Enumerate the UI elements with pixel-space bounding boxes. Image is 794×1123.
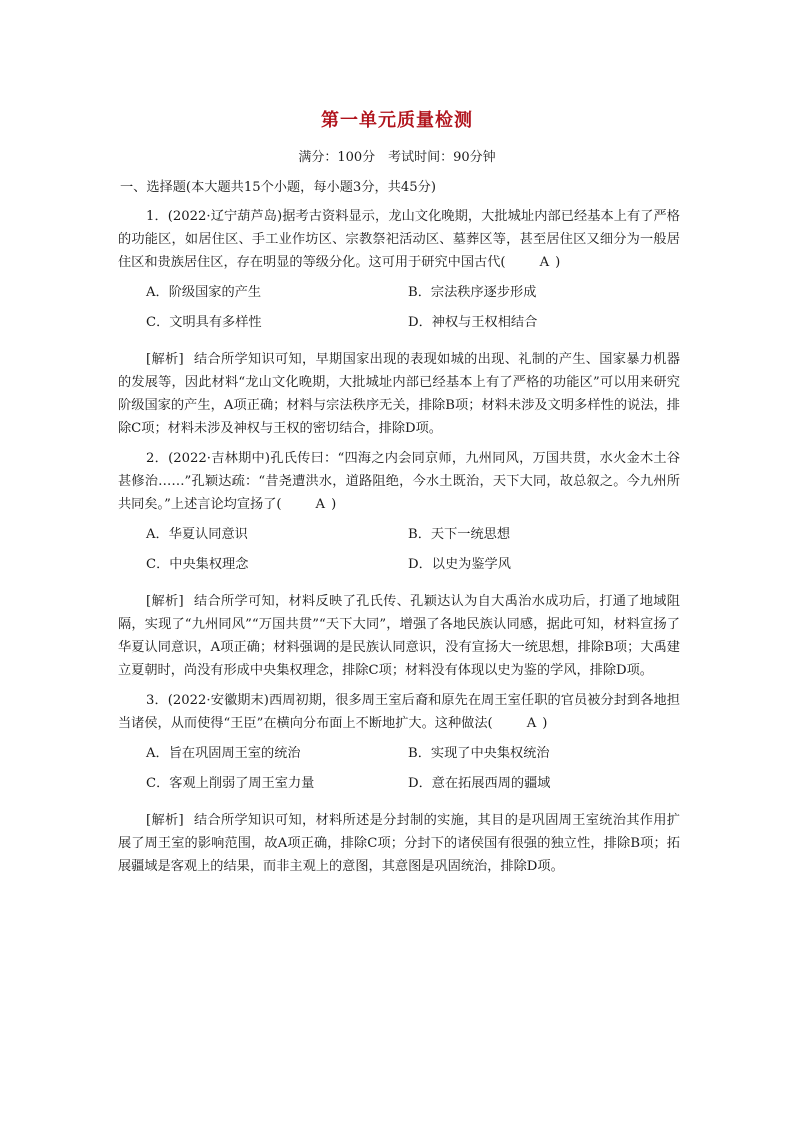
explanation-tag: [解析] (146, 352, 184, 367)
question-1 (118, 205, 680, 440)
question-2 (118, 447, 680, 682)
answer-letter: A (526, 716, 537, 731)
option-c: C．文明具有多样性 (146, 315, 262, 330)
exam-content (118, 176, 680, 885)
option-c: C．客观上削弱了周王室力量 (146, 776, 315, 791)
option-b: B．天下一统思想 (408, 527, 511, 542)
answer-letter: A (539, 255, 550, 270)
explanation: [解析] 结合所学可知，材料反映了孔氏传、孔颖达认为自大禹治水成功后，打通了地域阻隔，实现了“九州同风”“万国共贯”“天下大同”，增强了各地民族认同感，据此可知，材料宣扬了华夏认同意识，A项正确；材料强调的是民族认同意识，没有宣扬大一统思想，排除B项；大禹建立夏朝时，尚没有形成中央集权理念，排除C项；材料没有体现以史为鉴的学风，排除D项。 (118, 594, 680, 678)
explanation: [解析] 结合所学知识可知，材料所述是分封制的实施，其目的是巩固周王室统治其作用扩展了周王室的影响范围，故A项正确，排除C项；分封下的诸侯国有很强的独立性，排除B项；拓展疆域是客观上的结果，而非主观上的意图，其意图是巩固统治，排除D项。 (118, 813, 680, 874)
section-heading: 一、选择题(本大题共15个小题，每小题3分，共45分) (120, 180, 436, 195)
option-d: D．以史为鉴学风 (408, 557, 511, 572)
question-stem: 2．(2022·吉林期中)孔氏传曰：“四海之内会同京师，九州同风，万国共贯，水火金木土谷甚修治……”孔颖达疏：“昔尧遭洪水，道路阻绝，今水土既治，天下大同，故总叙之。今九州所共同矣。”上述言论均宣扬了( A ) (118, 447, 680, 516)
option-b: B．实现了中央集权统治 (408, 746, 550, 761)
option-c: C．中央集权理念 (146, 557, 249, 572)
option-d: D．意在拓展西周的疆域 (408, 776, 551, 791)
option-d: D．神权与王权相结合 (408, 315, 538, 330)
answer-letter: A (315, 497, 326, 512)
option-a: A．阶级国家的产生 (146, 285, 262, 300)
option-a: A．华夏认同意识 (146, 527, 248, 542)
options-list (118, 523, 680, 583)
question-3 (118, 689, 680, 878)
options-list (118, 281, 680, 341)
explanation-tag: [解析] (146, 813, 184, 828)
question-stem: 1．(2022·辽宁葫芦岛)据考古资料显示，龙山文化晚期，大批城址内部已经基本上有了严格的功能区，如居住区、手工业作坊区、宗教祭祀活动区、墓葬区等，甚至居住区又细分为一般居住区和贵族居住区，存在明显的等级分化。这可用于研究中国古代( A ) (118, 205, 680, 274)
page-title: 第一单元质量检测 (321, 110, 473, 131)
option-a: A．旨在巩固周王室的统治 (146, 746, 301, 761)
explanation: [解析] 结合所学知识可知，早期国家出现的表现如城的出现、礼制的产生、国家暴力机器的发展等，因此材料“龙山文化晚期，大批城址内部已经基本上有了严格的功能区”可以用来研究阶级国家的产生，A项正确；材料与宗法秩序无关，排除B项；材料未涉及文明多样性的说法，排除C项；材料未涉及神权与王权的密切结合，排除D项。 (118, 352, 680, 436)
option-b: B．宗法秩序逐步形成 (408, 285, 537, 300)
options-list (118, 742, 680, 802)
exam-info: 满分：100分 考试时间：90分钟 (298, 150, 496, 165)
question-stem: 3．(2022·安徽期末)西周初期，很多周王室后裔和原先在周王室任职的官员被分封到各地担当诸侯，从而使得“王臣”在横向分布面上不断地扩大。这种做法( A ) (118, 689, 680, 735)
explanation-tag: [解析] (146, 594, 184, 609)
